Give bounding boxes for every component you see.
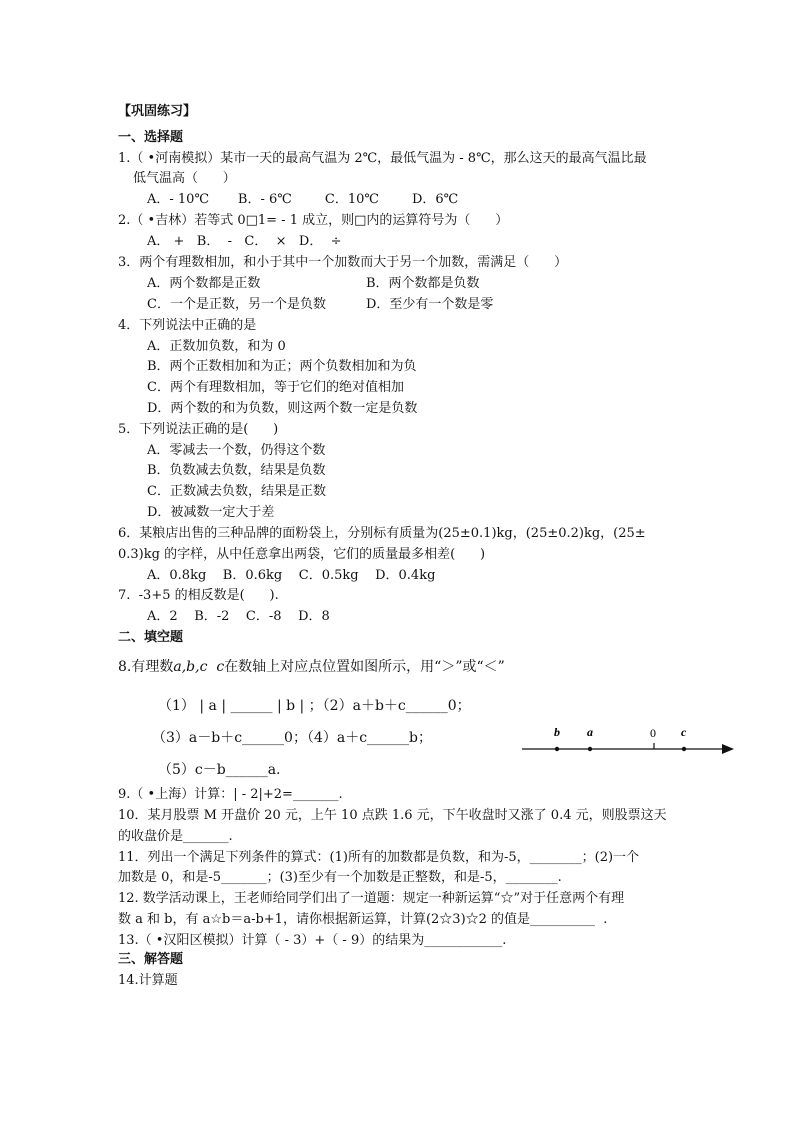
q14: 14.计算题 [118,973,178,988]
q8-prefix: 8.有理数 [118,659,174,675]
q4-option-b: B．两个正数相加和为正；两个负数相加和为负 [147,359,417,374]
q9: 9.（ •上海）计算：| - 2|+2=_______. [118,787,343,802]
header-title: 【巩固练习】 [118,104,197,119]
q3-option-d: D．至少有一个数是零 [366,297,494,312]
q13: 13.（ •汉阳区模拟）计算（ - 3）+（ - 9）的结果为____________. [118,933,507,948]
q12-line1: 12. 数学活动课上，王老师给同学们出了一道题：规定一种新运算“☆”对于任意两个有理 [118,891,625,906]
point-b-dot [555,747,559,751]
q7-options: A．2 B．-2 C．-8 D．8 [147,609,330,624]
q4-option-c: C．两个有理数相加，等于它们的绝对值相加 [147,380,404,395]
section-fill: 二、填空题 [118,630,184,645]
label-a: a [587,725,593,739]
q7-line1: 7. -3+5 的相反数是( ). [118,588,279,603]
q2-options: A． + B． - C． × D． ÷ [147,234,342,249]
q1-options: A．- 10℃ B．- 6℃ C．10℃ D．6℃ [147,192,459,207]
q8-vars: a,b,c [173,659,208,675]
label-c: c [681,725,687,739]
q8-suffix: 在数轴上对应点位置如图所示，用“＞”或“＜” [224,659,505,675]
point-c-dot [682,747,686,751]
section-answer: 三、解答题 [118,952,184,967]
q12-line2: 数 a 和 b，有 a☆b＝a-b+1，请你根据新运算，计算(2☆3)☆2 的值是__________ . [118,912,608,927]
label-zero: 0 [650,726,656,740]
q3-option-c: C．一个是正数，另一个是负数 [147,297,326,312]
q11-line1: 11．列出一个满足下列条件的算式：(1)所有的加数都是负数，和为-5，________；(2)一个 [118,850,640,865]
q3-line1: 3．两个有理数相加，和小于其中一个加数而大于另一个加数，需满足（ ） [118,255,568,270]
number-line-arrowhead [722,744,734,754]
q1-line2: 低气温高（ ） [133,171,236,186]
q3-option-b: B．两个数都是负数 [366,276,480,291]
q6-line2: 0.3)kg 的字样，从中任意拿出两袋，它们的质量最多相差( ) [118,547,486,562]
q5-option-d: D．被减数一定大于差 [147,505,275,520]
q8-mid: c [207,659,225,675]
q8-part3: （5）c－b______a. [158,762,281,778]
q8-part2: （3）a－b＋c______0；（4）a＋c______b； [152,730,433,746]
point-a-dot [588,747,592,751]
q1-line1: 1.（ •河南模拟）某市一天的最高气温为 2℃，最低气温为 - 8℃，那么这天的最高气温比最 [118,151,647,166]
q11-line2: 加数是 0，和是-5_______；(3)至少有一个加数是正整数，和是-5，________. [118,870,562,885]
q5-option-c: C．正数减去负数，结果是正数 [147,484,326,499]
q8-stem [118,659,505,675]
q3-option-a: A．两个数都是正数 [147,276,261,291]
q5-option-b: B．负数减去负数，结果是负数 [147,463,326,478]
number-line-diagram [522,724,734,760]
q6-options: A．0.8kg B．0.6kg C．0.5kg D．0.4kg [147,568,436,583]
q6-line1: 6．某粮店出售的三种品牌的面粉袋上，分别标有质量为(25±0.1)kg，(25±0.2)kg，(25± [118,526,646,541]
q10-line2: 的收盘价是_______. [118,829,233,844]
section-choice: 一、选择题 [118,130,184,145]
q10-line1: 10．某月股票 M 开盘价 20 元，上午 10 点跌 1.6 元，下午收盘时又涨了 0.4 元，则股票这天 [118,808,667,823]
q4-option-d: D．两个数的和为负数，则这两个数一定是负数 [147,401,418,416]
label-b: b [554,725,560,739]
q8-part1: （1） | a | ______ | b | ；（2）a＋b＋c______0； [158,698,471,714]
q5-line1: 5．下列说法正确的是( ) [118,422,279,437]
q2-line1: 2.（ •吉林）若等式 0□1= - 1 成立，则□内的运算符号为（ ） [118,213,509,228]
q4-option-a: A．正数加负数，和为 0 [147,339,286,354]
q5-option-a: A．零减去一个数，仍得这个数 [147,443,326,458]
q4-line1: 4．下列说法中正确的是 [118,318,257,333]
